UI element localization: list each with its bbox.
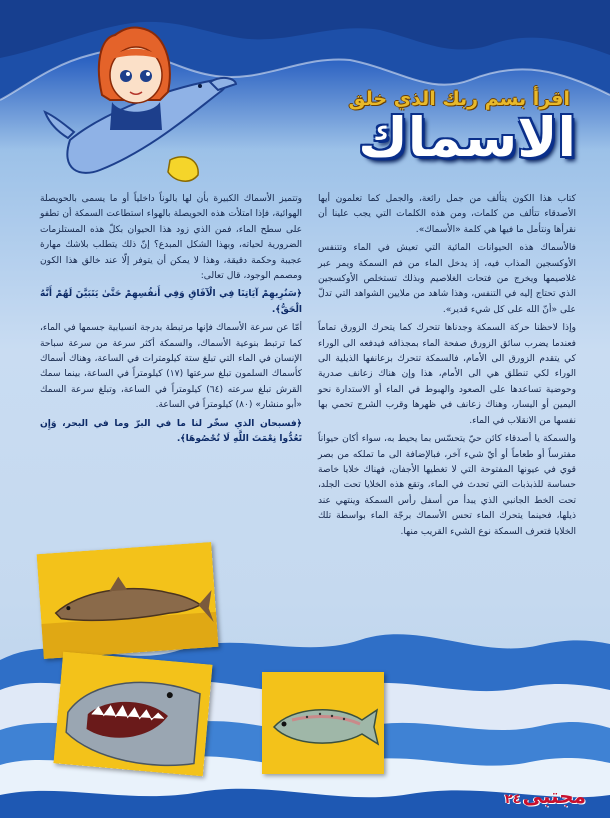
magazine-logo <box>476 784 586 808</box>
paragraph: فالأسماك هذه الحيوانات المائية التي تعيش في الماء وتتنفس الأوكسجين المذاب فيه، إذ يدخل الماء من فم السمكة ويمر عبر غلاصيمها ويخرج من فتحات الغلاصيم وبذلك تستخلص الأوكسجين الذي تحتاج إليه في التنفس، وهذا شاهد من ملايين الشواهد التي تدلّ على «أنّ الله على كل شيء قدير». <box>318 243 576 315</box>
page-title: الاسماك <box>358 106 576 169</box>
header-subtitle: اقرأ بسم ربك الذي خلق <box>348 88 570 110</box>
article-column-left <box>40 192 302 451</box>
paragraph: أمّا عن سرعة الأسماك فإنها مرتبطة بدرجة انسيابية جسمها في الماء، كما ترتبط بنوعية الأسماك، والسمكة أكثر سرعة من سرعة سباحة الإنسان في الماء التي تبلغ ستة كيلومترات في الساعة، وهناك أسماك كأسماك السلمون تبلغ سرعتها (١٧) كيلومتراً في الساعة، بينما سمك القرش تبلغ سرعته (٦٤) كيلومتراً في الساعة، وتبلغ سرعة السمك «أبو منشار» (٨٠) كيلومتراً في الساعة. <box>40 323 302 411</box>
paragraph: وإذا لاحظنا حركة السمكة وجدناها تتحرك كما يتحرك الزورق تماماً فعندما يضرب سائق الزورق صفحة الماء بمجذافه فيدفعه الى الوراء كي يتقدم الزورق الى الأمام، فالسمكة تتحرك بزعانفها الذيلية الى الوراء لكي تنطلق هي الى الأمام، هذا وإن هناك زعانف صدرية وحوضية تساعدها على الصعود والهبوط في الماء أو الاستدارة نحو اليمين أو اليسار، وهناك زعانف في ظهرها وقرب الشرج تحمي بها نفسها من الانقلاب في الماء. <box>318 323 576 426</box>
paragraph: كتاب هذا الكون يتألف من جمل رائعة، والجمل كما تعلمون أيها الأصدقاء تتألف من كلمات، ومن هذه الكلمات التي يجب علينا أن نقرأها ونتأمل ما فيها هي كلمة «الأسماك». <box>318 194 576 235</box>
shark-photo <box>53 652 212 777</box>
girl-with-dolphin-illustration <box>40 20 240 195</box>
quran-verse: ﴿سَنُرِيهِمْ آيَاتِنَا فِي الْآفَاقِ وَفِي أَنفُسِهِمْ حَتَّىٰ يَتَبَيَّنَ لَهُمْ أَنَّهُ الْحَقُّ﴾. <box>40 289 302 315</box>
paragraph: والسمكة يا أصدقاء كائن حيّ يتحسّس بما يحيط به، سواء أكان حيواناً مفترساً أو طعاماً أو أيّ شيء آخر، فبالإضافة الى ما تملكه من بصر قوي في عيونها المفتوحة التي لا تغطيها الأجفان، فهناك خلايا خاصة حساسة للذبذبات التي تحدث في الماء، وتقع هذه الخلايا تحت الجلد، تحت الخط الجانبي الذي يبدأ من أسفل رأس السمكة وينتهي عند ذيلها، فحينما يتحرك الماء تحس الأسماك برجّة الماء بواسطة تلك الخلايا فتعرف السمكة نوع الشيء القريب منها. <box>318 434 576 537</box>
page-number: ٢٤ <box>504 792 521 807</box>
paragraph: وتتميز الأسماك الكبيرة بأن لها بالوناً داخلياً أو ما يسمى بالحويصلة الهوائية، فإذا امتلأت هذه الحويصلة بالهواء استطاعت السمكة أن تطفو على سطح الماء، فمن الذي زود هذا الحيوان بكلّ هذه المستلزمات الضرورية لحياته، وبهذا الشكل المبدع؟ إنّ ذلك يتطلب بلاشك مهارة عجيبة وحكمة دقيقة، وهذا لا يمكن أن يتوفر إلّا عند خالق هذا الكون ومصمم الوجود، قال تعالى: <box>40 194 302 282</box>
article-column-right <box>318 192 576 543</box>
quran-verse: ﴿فسبحان الذي سخّر لنا ما في البرّ وما في البحر، وَإِن تَعُدُّوا نِعْمَتَ اللَّهِ لَا تُحْصُوهَا﴾. <box>40 418 302 445</box>
salmon-photo <box>262 672 384 774</box>
dogfish-photo <box>37 542 219 659</box>
logo-text: مجتبى <box>522 784 586 808</box>
